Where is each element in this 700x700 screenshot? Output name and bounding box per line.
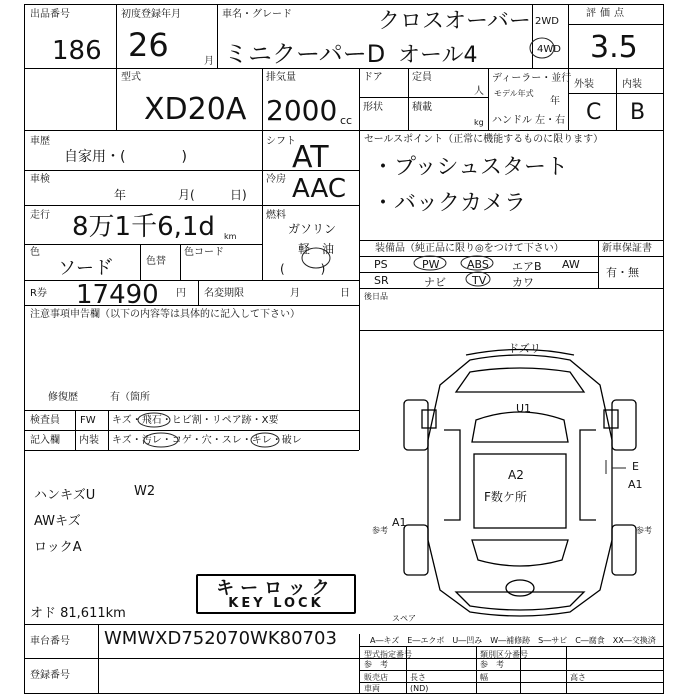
dealer-label: ディーラー・並行 (492, 73, 572, 84)
model-code: XD20A (144, 92, 247, 127)
mileage-label: 走行 (30, 210, 50, 221)
sub-label: (ND) (410, 684, 429, 693)
equip-pw: PW (422, 258, 440, 271)
usage-value: 自家用・( ) (64, 149, 187, 165)
equip-ps: PS (374, 258, 388, 271)
interior-check-label: 内装 (79, 435, 99, 446)
equip-abs: ABS (467, 258, 489, 271)
height-label: 高さ (570, 673, 586, 682)
car-name: ミニクーパーD (224, 40, 386, 68)
diagram-reference-left: 参考 (372, 526, 388, 535)
sales-point-2: ・バックカメラ (372, 191, 527, 216)
equip-leather: カワ (512, 276, 534, 289)
sales-point-1: ・プッシュスタート (372, 155, 569, 180)
shift-value: AT (292, 140, 329, 175)
color-code-label: 色コード (184, 247, 224, 258)
usage-label: 車歴 (30, 136, 50, 147)
inspection-label: 車検 (30, 174, 50, 185)
warranty-value: 有・無 (606, 266, 639, 279)
color-value: ソード゙ (58, 258, 112, 279)
drive-2wd: 2WD (535, 16, 559, 27)
transfer-month: 月 (290, 288, 300, 299)
color-change-label: 色替 (146, 256, 166, 267)
fuel-gasoline: ガソリン (288, 222, 337, 236)
year-unit: 年 (550, 96, 560, 107)
key-lock-jp: キーロック (216, 578, 336, 599)
model-year-label: モデル年式 (494, 89, 534, 98)
width-label: 幅 (480, 673, 488, 682)
inspection-year: 年 (114, 188, 127, 202)
recycle-value: 17490 (76, 280, 159, 310)
km-unit: km (224, 232, 237, 241)
drive-4wd: 4WD (537, 44, 561, 55)
cc-unit: cc (340, 114, 353, 127)
load-label: 積載 (412, 102, 432, 113)
door-label: ドア (363, 72, 383, 83)
diagram-u1: U1 (516, 402, 532, 415)
fuel-paren: ( ) (280, 262, 326, 276)
chassis-label: 車台番号 (30, 636, 70, 647)
displacement-label: 排気量 (266, 72, 296, 83)
inspection-month: 月( (178, 188, 195, 202)
transfer-deadline-label: 名変期限 (204, 288, 244, 299)
diagram-top-mark: ドズリ (508, 342, 541, 355)
inspection-day: 日) (230, 188, 247, 202)
interior-label: 内装 (622, 79, 642, 90)
score-label: 評価点 (586, 8, 628, 19)
equip-aw: AW (562, 258, 580, 271)
inspector-label: 検査員 (30, 415, 60, 426)
displacement: 2000 (266, 94, 338, 127)
equip-airbag: エアB (512, 260, 542, 273)
first-registration-label: 初度登録年月 (121, 9, 181, 20)
color-label: 色 (30, 247, 40, 258)
fw-items: キズ・飛石・ヒビ割・リペア跡・X要 (112, 415, 279, 426)
notes-label: 注意事項申告欄（以下の内容等は具体的に記入して下さい） (30, 309, 300, 320)
equip-navi: ナビ (424, 276, 446, 289)
handwritten-note-1: ハンキズU (34, 488, 96, 503)
class-designation-label: 類別区分番号 (480, 650, 528, 659)
type-reference: 参 考 (364, 660, 388, 669)
mileage-value: 8万1千6,1d (72, 212, 215, 242)
first-registration-year: 26 (128, 26, 169, 64)
fuel-label: 燃料 (266, 210, 286, 221)
diagram-a2: A2 (508, 468, 524, 482)
handle-label: ハンドル 左・右 (492, 115, 566, 126)
registration-label: 登録番号 (30, 670, 70, 681)
car-body-type: クロスオーバー (378, 9, 531, 34)
repair-history-label: 修復歴 (48, 392, 78, 403)
diagram-e-mark: E (632, 460, 639, 473)
month-unit: 月 (204, 56, 214, 67)
equipment-label: 装備品（純正品に限り◎をつけて下さい） (375, 243, 564, 254)
lot-number-label: 出品番号 (30, 9, 70, 20)
vehicle-label: 車両 (364, 684, 380, 693)
lot-number: 186 (52, 36, 102, 66)
interior-grade: B (630, 100, 646, 125)
model-label: 型式 (121, 72, 141, 83)
diagram-note: F数ケ所 (484, 490, 527, 504)
yen-unit: 円 (176, 288, 186, 299)
capacity-label: 定員 (412, 72, 432, 83)
warranty-label: 新車保証書 (602, 243, 652, 254)
interior-items: キズ・汚レ・コゲ・穴・スレ・キレ・破レ (112, 435, 302, 446)
equip-sr: SR (374, 274, 389, 287)
diagram-reference-right: 参考 (636, 526, 652, 535)
ac-value: AAC (292, 174, 346, 204)
fw-label: FW (80, 415, 96, 426)
person-unit: 人 (474, 86, 484, 97)
recycle-label: R券 (30, 288, 47, 299)
shift-label: シフト (266, 136, 296, 147)
diagram-a1-left: A1 (392, 516, 407, 529)
handwritten-note-3: ロックA (34, 540, 82, 555)
handwritten-note-1b: W2 (134, 484, 156, 499)
fuel-diesel: 軽 油 (298, 242, 335, 256)
key-lock-en: KEY LOCK (228, 596, 324, 611)
exterior-grade: C (586, 100, 602, 125)
type-designation-label: 型式指定番号 (364, 650, 412, 659)
sales-point-label: セールスポイント（正常に機能するものに限ります） (364, 134, 604, 145)
diagram-spare-label: スペア (392, 614, 416, 623)
sales-store-label: 販売店 (364, 673, 388, 682)
score: 3.5 (590, 30, 638, 65)
handwritten-odometer: オド 81,611km (30, 606, 126, 621)
equip-tv: TV (472, 274, 487, 287)
ac-label: 冷房 (266, 174, 286, 185)
car-name-grade-label: 車名・グレード (222, 9, 292, 20)
kg-unit: kg (474, 118, 484, 127)
length-label: 長さ (410, 673, 426, 682)
after-equipment-label: 後日品 (364, 292, 388, 301)
repair-history-value: 有（箇所 (110, 392, 150, 403)
chassis-number: WMWXD752070WK80703 (104, 628, 337, 649)
entry-label: 記入欄 (30, 435, 60, 446)
class-reference: 参 考 (480, 660, 504, 669)
shape-label: 形状 (363, 102, 383, 113)
car-grade: オール4 (398, 43, 478, 68)
exterior-label: 外装 (574, 79, 594, 90)
diagram-a1-right: A1 (628, 478, 643, 491)
transfer-day: 日 (340, 288, 350, 299)
handwritten-note-2: AWキズ (34, 514, 81, 529)
damage-legend: A―キズ E―エクボ U―凹み W―補修跡 S―サビ C―腐食 XX―交換済 (370, 636, 656, 645)
